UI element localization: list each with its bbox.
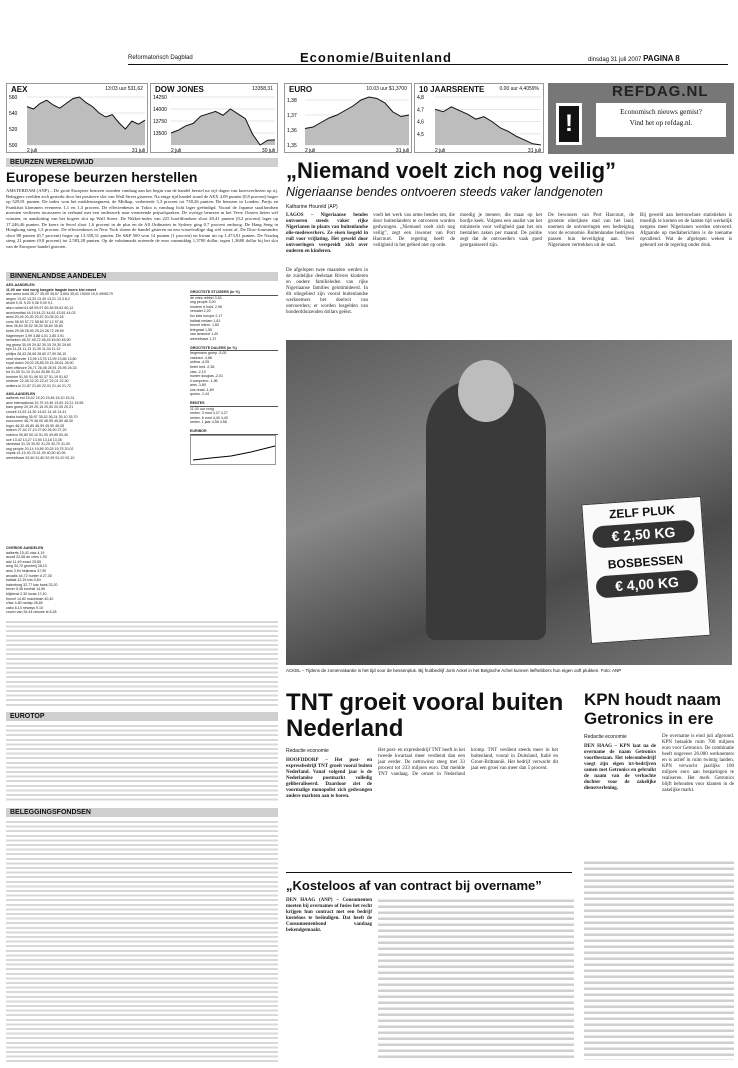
chart-aex	[6, 83, 148, 153]
refdag-advertisement[interactable]	[548, 83, 734, 154]
table-row: crucell 14,53 14,30 14,62 14,18 14,41	[6, 410, 67, 415]
x-tick-label: 31 juli	[131, 148, 145, 154]
y-tick-label: 13750	[153, 119, 167, 125]
y-tick-label: 13500	[153, 131, 167, 137]
table-row: asm international 19,75 19,46 19,82 19,21 19,55	[6, 400, 84, 405]
chart-plot	[7, 95, 149, 153]
y-tick-label: 500	[9, 143, 18, 149]
table-row: akzo nobel 61,68 59,97 60,36 59,81 60,12	[6, 305, 74, 310]
table-row: philips 28,43 28,08 28,60 27,90 28,10	[6, 351, 67, 356]
y-tick-label: 540	[9, 111, 18, 117]
table-row: ams 3,94 heijmans 37,90	[6, 568, 47, 573]
table-label: OVERIGE AANDELEN	[6, 546, 44, 550]
table-label: GROOTSTE STIJGERS (in %)	[190, 290, 278, 296]
ad-message-box	[596, 103, 726, 137]
table-row: ahold 9,31 9,20 9,38 9,09 9,1	[6, 301, 53, 306]
y-tick-label: 4,8	[417, 95, 424, 101]
table-row: aegon 13,42 13,33 13,49 13,21 13,3 8,2	[6, 296, 70, 301]
dense-table-filler	[6, 620, 278, 708]
table-row: amg 34,70 grontmij 28,10	[6, 564, 47, 569]
aex-table	[6, 283, 186, 460]
chart-euro	[284, 83, 412, 153]
daler-row: il comprimo -1,96	[190, 378, 218, 383]
y-tick-label: 4,5	[417, 131, 424, 138]
headline-beurzen: Europese beurzen herstellen	[6, 169, 198, 185]
table-row: hagemeyer 3,99 3,88 4,01 3,85 3,91	[6, 333, 64, 338]
stijger-row: ballast nedam 1,81	[190, 318, 221, 323]
table-row: arcadis 44,72 hunter d 27,35	[6, 573, 52, 578]
table-row: aalberts 15,42 ctac 4,19	[6, 550, 45, 555]
price-sign	[581, 496, 710, 644]
chart-dow-jones	[150, 83, 278, 153]
table-row: bam groep 20,39 20,15 20,50 20,05 20,21	[6, 405, 74, 410]
chart-value: 0.00 uur 4,4059%	[499, 86, 539, 92]
chart-plot	[285, 95, 413, 153]
headline-tnt: TNT groeit vooral buiten Nederland	[286, 689, 564, 742]
table-header: 11.00 uur slot vorig hoogste laagste koers k/w omzet	[6, 287, 96, 292]
col2-niemand: voelt het werk van arme bendes om, die door buitenlanders te ontvoeren worden gedwongen. „Niemand voelt zich nog veilig”, zegt een inwoner van Port Harcourt. De regering heeft de veiligheid in het gebied niet op orde.	[373, 213, 455, 248]
table-row: bever 5,06 koninkl 14,90	[6, 587, 46, 592]
series-area	[27, 97, 145, 145]
sign-bosbessen: BOSBESSEN	[607, 552, 684, 572]
daler-row: beter bed -2,38	[190, 364, 215, 369]
table-label: AEX-AANDELEN	[6, 283, 35, 287]
chart-value: 13:03 uur 531,62	[105, 86, 143, 92]
person-head	[458, 360, 514, 422]
stijger-row: usg people 3,00	[190, 300, 216, 305]
table-label: AMX-AANDELEN	[6, 391, 36, 396]
headline-kosteloos: „Kosteloos af van contract bij overname”	[286, 878, 542, 893]
heading-beleggingsfondsen: BELEGGINGSFONDSEN	[6, 808, 278, 817]
eurotop-table	[6, 724, 278, 802]
y-tick-label: 4,6	[417, 119, 424, 126]
col3-niemand: moedig je meneer, die maar op het bordje keek. Volgens een analist van het ministerie voor veiligheid gaat het om tientallen zaken per maand. De politie zegt dat de ontvoerders vaak goed georganiseerd zijn.	[460, 213, 542, 248]
stijger-row: wereldhave 1,37	[190, 336, 217, 341]
y-tick-label: 1,37	[287, 113, 297, 119]
table-row: imtech 27,44 27,10 27,60 26,90 27,20	[6, 428, 67, 433]
section-title: Economie/Buitenland	[300, 50, 452, 65]
newspaper-name: Reformatorisch Dagblad	[128, 55, 193, 61]
table-row: reed elsevier 13,95 13,78 13,99 13,66 13,80	[6, 356, 77, 361]
table-row: brunel 14,82 macintosh 40,42	[6, 596, 54, 601]
y-tick-label: 4,7	[417, 107, 424, 114]
chart-10-jaarsrente	[414, 83, 544, 153]
table-row: sbm offshore 26,71 26,08 26,91 25,95 26,33	[6, 365, 77, 370]
warning-icon: !	[556, 103, 582, 145]
heading-eurotop: EUROTOP	[6, 712, 278, 721]
daler-row: vastned -4,88	[190, 355, 212, 360]
table-row: fortis 29,08 28,90 29,24 28,72 28,90	[6, 328, 64, 333]
article-beurzen-body: AMSTERDAM (ANP) – De grote Europese beurzen toonden vandaag aan het begin van de handel herstel na vijf dagen van koersverliezen op rij. Beleggers voelden zich gesterkt door het positieve slot van Wall Street gisteren. Na enige tijd handel stond de AEX 4,09 punten (0,8 procent) hoger op 529,81 punten. De index won het middenssegment, de Midkap, verbeterde 3,3 procent tot 738,26 punten. De beurzen in Londen, Parijs en Frankfurt klommen eveneens 1,1 en 1,3 procent. De effectenbeurs in Tokio is vandaag licht lager geëindigd. Vooral de Japanse staalfondsen moesten verliezen incasseren in verband met een onderzoek naar vermeende prijsafspraken. De overige beurzen in het Verre Oosten lieten wel winsten, in aansluiting van het hogere slot op Wall Street. De Nikkei-index van 225 hoofdfondsen sloot 40,41 punten (0,2 procent) lager op 17.246,46 punten. De koers in Seoel sloot 1,6 procent in de plus en de All Ordinaries in Sydney ging 0,7 procent omhoog. De Hang Seng in Hongkong steeg 1,3 procent. De effectenbeurs in New York sloten de handel gisteren na een wisselvallige dag wel winst af. De Dow-Jonesindex sloot 88 punten (0,7 procent) hoger op 13.358,31 punten. De S&P 500 won 14 punten (1 procent) en kwam uit op 1.473,91 punten. De Nasdaq steeg 21 punten (0,8 procent) tot 2.583,28 punten. Op de valutamarkt noteerde de euro vanmiddag 1,3700 dollar, tegen 1,3680 dollar bij het slot van de Europese handel gisteren.	[6, 188, 278, 249]
lead-niemand: LAGOS – Nigeriaanse bendes ontvoeren steeds vaker rijke Nigerianen in plaats van buitenlandse olie-medewerkers. Ze eisen losgeld in ruil voor vrijlating. Het geweld door ontvoeringen verspreidt zich over ouderen en kinderen.	[286, 213, 368, 254]
chart-plot	[415, 95, 545, 153]
kpn-columns	[584, 860, 734, 1060]
sign-price-1: € 2,50 KG	[592, 520, 695, 549]
rente-row: rentev. 3 mnd 4,27 4,27	[190, 411, 228, 416]
table-row: batenburg 32,77 kas bank 33,20	[6, 582, 58, 587]
headline-niemand: „Niemand voelt zich nog veilig”	[286, 158, 617, 183]
y-tick-label: 14000	[153, 107, 167, 113]
table-row: accell 22,08 de vries 1,93	[6, 555, 47, 560]
heading-binnenlandse-aandelen: BINNENLANDSE AANDELEN	[6, 272, 278, 281]
table-row: nutreco 50,80 50,10 51,00 49,85 50,40	[6, 433, 68, 437]
chart-value: 10.03 uur $1,3700	[366, 86, 407, 92]
table-row: fugro 46,32 45,80 46,59 45,50 46,05	[6, 423, 65, 428]
x-tick-label: 31 juli	[395, 148, 409, 154]
page-header	[0, 0, 738, 78]
daler-row: ctac -2,10	[190, 369, 206, 374]
berry-picking-photo	[286, 340, 732, 665]
beleggingsfondsen-table	[6, 820, 278, 1064]
table-row: wolters kl 21,87 21,60 22,01 21,44 21,72	[6, 384, 71, 389]
stijger-row: de vries rebbel 3,54	[190, 295, 222, 300]
kosteloos-columns	[378, 898, 574, 1058]
x-tick-label: 2 juli	[171, 148, 182, 154]
table-row: vopak 41,15 40,75 41,39 40,50 40,95	[6, 451, 66, 456]
ad-line-2: Vind het op refdag.nl.	[629, 119, 693, 127]
y-tick-label: 14250	[153, 95, 167, 101]
lead-kpn: DEN HAAG – KPN laat na de overname de naam Getronics voortbestaan. Het telecombedrijf voegt zijn eigen ict-bedrijven samen met Getronics en gebruikt de naam van de verkochte dochter voor de zakelijke dienstverlening.	[584, 744, 656, 791]
byline-kpn: Redactie economie	[584, 734, 627, 740]
daler-row: qurius -1,44	[190, 392, 209, 397]
byline-tnt: Redactie economie	[286, 748, 329, 754]
daler-row: sns reaal -1,69	[190, 387, 214, 392]
table-row: cabo 6,14 neways 9,10	[6, 605, 43, 610]
table-row: corio 58,90 57,72 58,80 57,12 57,61	[6, 319, 64, 324]
x-tick-label: 2 juli	[435, 148, 446, 154]
daler-row: ams -1,80	[190, 383, 206, 388]
stijger-row: van lanschot 1,40	[190, 332, 219, 337]
table-label: EURIBOR	[190, 429, 278, 435]
page-date: dinsdag 31 juli 2007 PAGINA 8	[588, 54, 680, 63]
y-tick-label: 1,35	[287, 143, 297, 149]
chart-title: EURO	[289, 85, 313, 94]
y-tick-label: 1,36	[287, 128, 297, 134]
col5-niemand: Bij geweld aan betrouwbare statistieken is moeilijk te komen en de laatste tijd werkelijk nergens meer Nigerianen worden ontvoerd. Afgaande op mediaberichten is de toename opvallend. Wat de afgelopen weken is gebeurd zet de regering onder druk.	[640, 213, 732, 248]
table-row: c/tac 4,80 nedap 28,65	[6, 601, 43, 606]
col4-niemand: De bewoners van Port Harcourt, de grootste olierijkste stad van het land, noemen de ontvoeringen een bedreiging voor de economie. Buitenlandse bedrijven passen hun beveiliging aan. Veel Nigerianen vertrekken uit de stad.	[548, 213, 634, 248]
table-row: wereldhave 92,60 91,80 92,99 91,20 92,10	[6, 455, 75, 460]
table-row: dsm 36,84 35,92 36,30 35,60 35,80	[6, 324, 63, 329]
photo-caption: ACKEL – Tijdens de zomervakantie is het tijd voor de bessenpluk. Bij fruitbedrijf Joris Ackel in het Belgische Achel kunnen liefhebbers hun eigen ooft plukken. Foto: ANP	[286, 668, 622, 673]
headline-kpn: KPN houdt naam Getronics in ere	[584, 690, 721, 728]
table-row: kpn 11,24 11,13 11,30 11,04 11,12	[6, 347, 61, 352]
table-row: ballast 12,15 icts 0,64	[6, 578, 41, 583]
col1-niemand: De afgelopen twee maanden werden in de zuidelijke deelstaat Rivers kinderen en oudere familieleden van rijke Nigeriaanse families geïntimideerd. In dit oliegebied zijn vooral buitenlandse werknemers het doelwit van ontvoerders; er worden losgelden van honderdduizenden dollars geëist.	[286, 268, 368, 315]
table-row: arcelormittal 44,19 44,22 44,81 43,81 44,03	[6, 310, 76, 315]
stijger-row: brunel intern. 1,60	[190, 323, 219, 328]
table-row: unilever 22,38 22,20 22,47 22,01 22,30	[6, 379, 69, 384]
chart-plot	[151, 95, 279, 153]
daler-row: hunter douglas -2,01	[190, 374, 223, 379]
kicker-beurzen: BEURZEN WERELDWIJD	[6, 158, 278, 167]
series-area	[305, 97, 409, 145]
table-row: heineken 46,37 45,72 46,43 45,50 45,90	[6, 338, 71, 343]
table-row: crown van 26,44 nieuwe st 8,28	[6, 610, 57, 615]
subheadline-niemand: Nigeriaanse bendes ontvoeren steeds vaker landgenoten	[286, 185, 603, 199]
table-row: randstad 31,15 30,92 31,25 30,70 31,00	[6, 442, 70, 447]
byline-niemand: Katharine Houreld (AP)	[286, 204, 338, 210]
sign-price-2: € 4,00 KG	[595, 569, 698, 598]
table-row: draka holding 35,97 35,52 36,24 35,10 35,70	[6, 414, 78, 419]
chart-title: AEX	[11, 85, 28, 94]
euribor-chart	[190, 435, 276, 465]
y-tick-label: 560	[9, 95, 18, 101]
stijgers-table	[190, 290, 278, 466]
lead-tnt: HOOFDDORP – Het post- en expressbedrijf TNT groeit vooral buiten Nederland. Vanaf volgend jaar is de Nederlandse postmarkt volledig geliberaliseerd. Daardoor ziet de voormalige monopolist zich gedwongen andere markten aan te boren.	[286, 758, 372, 799]
table-row: eurocomm 46,79 46,00 46,95 45,80 46,30	[6, 419, 73, 424]
rule-tnt	[286, 872, 572, 873]
y-tick-label: 520	[9, 127, 18, 133]
rente-row: 11.00 uur vorig	[190, 406, 214, 411]
table-row: tomtom 51,50 51,96 52,37 51,19 51,62	[6, 374, 68, 379]
table-row: blijdenst 2,30 lucas 17,40	[6, 591, 47, 596]
chart-value: 13358,31	[252, 86, 273, 92]
stijger-row: versatel 2,20	[190, 309, 211, 314]
x-tick-label: 31 juli	[527, 148, 541, 154]
table-row: royal dutch 29,02 28,85 29,15 28,61 28,90	[6, 361, 74, 366]
chart-title: DOW JONES	[155, 85, 204, 94]
rente-row: rentev. 6 mnd 4,40 4,40	[190, 415, 228, 420]
body-kpn: De overname is eind juli afgerond. KPN betaalde ruim 700 miljoen euro voor Getronics. De combinatie heeft ongeveer 26.000 werknemers en is actief in ruim twintig landen. KPN verwacht jaarlijks 100 miljoen euro aan besparingen te realiseren. Het merk Getronics blijft behouden voor klanten in de zakelijke markt.	[662, 734, 734, 793]
daler-row: begemann groep -5,05	[190, 351, 227, 356]
table-row: oce 13,42 13,27 13,50 13,18 13,35	[6, 437, 62, 442]
x-tick-label: 2 juli	[27, 148, 38, 154]
table-row: aalberts ind 15,42 15,20 15,46 15,10 15,31	[6, 396, 75, 401]
ad-banner-text: REFDAG.NL	[612, 83, 709, 100]
x-tick-label: 2 juli	[305, 148, 316, 154]
stijger-row: modern d hold. 2,96	[190, 304, 222, 309]
x-tick-label: 30 juli	[261, 148, 275, 154]
table-row: tnt 31,50 31,10 31,64 30,86 31,20	[6, 370, 60, 375]
lead-kosteloos: DEN HAAG (ANP) – Consumenten moeten bij overnames of fusies het recht krijgen hun contract met een bedrijf kosteloos te beëindigen. Dat heeft de Consumentenbond vandaag bekendgemaakt.	[286, 898, 372, 933]
sign-zelf-pluk: ZELF PLUK	[608, 502, 676, 522]
chart-title: 10 JAARSRENTE	[419, 85, 485, 94]
table-row: adz 11,49 exact 29,85	[6, 559, 42, 564]
rente-row: rentev. 1 jaar 4,58 4,58	[190, 420, 227, 425]
series-area	[171, 109, 275, 145]
y-tick-label: 1,38	[287, 98, 297, 104]
table-row: asml 20,45 20,30 20,57 20,08 20,18	[6, 315, 64, 320]
ad-line-1: Economisch nieuws gemist?	[620, 108, 702, 116]
table-row: ing groep 30,09 29,52 30,15 29,30 29,60	[6, 342, 71, 347]
body-tnt: Het post- en expresbedrijf TNT heeft in het tweede kwartaal meer verdiend dan een jaar eerder. De nettowinst steeg met 33 procent tot 233 miljoen euro. Dat meldde TNT vandaag. De omzet in Nederland kromp. TNT verdient steeds meer in het buitenland, vooral in Duitsland, Italië en Groot-Brittannië. Het bedrijf verwacht dit jaar een groei van meer dan 5 procent.	[378, 748, 558, 777]
daler-row: ordina -4,05	[190, 360, 210, 365]
table-label: GROOTSTE DALERS (in %)	[190, 346, 278, 352]
series-area	[435, 107, 541, 145]
stijger-row: telegraaf 1,55	[190, 327, 212, 332]
table-label: RENTES	[190, 401, 278, 407]
stijger-row: fox kids europe 2,17	[190, 313, 223, 318]
table-row: usg people 20,14 19,89 20,25 19,75 20,02	[6, 446, 74, 451]
table-row: abn amro hold 36,27 35,00 35,67 3,604 35,41 19000 19,5 4998179	[6, 292, 113, 297]
